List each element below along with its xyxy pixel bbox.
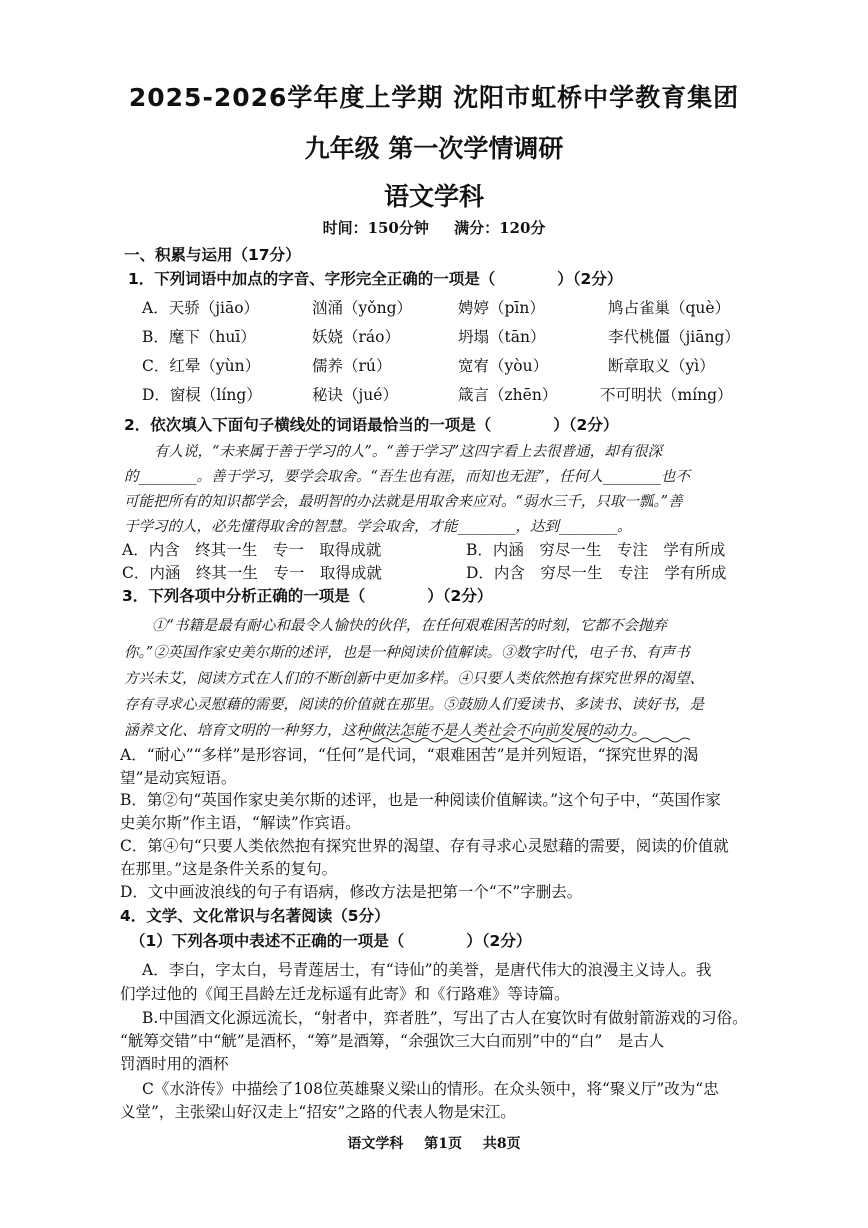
q3-para-line: 涵养文化、培育文明的一种努力，这种做法怎能不是人类社会不向前发展的动力。 [124,723,646,739]
q4-option-line: B.中国酒文化源远流长，“射者中，弈者胜”，写出了古人在宴饮时有做射箭游戏的习俗。 [142,1009,748,1027]
q1-c-2: 儒养（rú） [312,357,392,375]
q1-a-3: 娉婷（pīn） [458,299,545,317]
exam-title: 2025-2026学年度上学期 沈阳市虹桥中学教育集团 [128,83,740,112]
q2-para-line: 于学习的人，必先懂得取舍的智慧。学会取舍，才能________，达到________。 [124,519,632,535]
q4-option-line: 罚酒时用的酒杯 [120,1055,229,1073]
footer-total-pages: 共8页 [482,1136,521,1152]
exam-subtitle: 九年级 第一次学情调研 [304,134,564,163]
q3-option-line: 史美尔斯”作主语，“解读”作宾语。 [120,814,361,832]
q3-option-line: C．第④句“只要人类依然抱有探究世界的渴望、存有寻求心灵慰藉的需要，阅读的价值就 [120,837,729,855]
page-footer [0,1133,868,1153]
exam-score: 满分：120分 [454,219,546,237]
q4-option-line: C《水浒传》中描绘了108位英雄聚义梁山的情形。在众头领中，将“聚义厅”改为“忠 [142,1080,719,1098]
q4-stem: 4．文学、文化常识与名著阅读（5分） [120,907,390,925]
q2-option-a: A．内含 终其一生 专一 取得成就 [122,541,382,559]
q2-option-d: D．内含 穷尽一生 专注 学有所成 [466,564,727,582]
q2-option-c: C．内涵 终其一生 专一 取得成就 [122,564,382,582]
q2-stem: 2．依次填入下面句子横线处的词语最恰当的一项是（ ）（2分） [124,416,619,434]
q1-a-1: A．天骄（jiāo） [142,299,260,317]
q1-c-1: C．红晕（yùn） [142,357,261,375]
q1-d-2: 秘诀（jué） [312,386,398,404]
q3-para-line: ①“书籍是最有耐心和最令人愉快的伙伴，在任何艰难困苦的时刻，它都不会抛弃 [152,618,667,634]
q1-b-3: 坍塌（tān） [458,328,546,346]
q2-para-line: 可能把所有的知识都学会，最明智的办法就是用取舍来应对。“弱水三千，只取一瓢。”善 [124,494,683,510]
q4-option-line: 义堂”，主张梁山好汉走上“招安”之路的代表人物是宋江。 [120,1103,516,1121]
q3-option-line: D．文中画波浪线的句子有语病，修改方法是把第一个“不”字删去。 [120,883,583,901]
q1-stem: 1．下列词语中加点的字音、字形完全正确的一项是（ ）（2分） [128,270,623,288]
footer-page-number: 第1页 [424,1136,462,1152]
q3-para-line: 存有寻求心灵慰藉的需要，阅读的价值就在那里。⑤鼓励人们爱读书、多读书、读好书，是 [124,697,704,713]
exam-time: 时间：150分钟 [322,219,429,237]
q1-d-4: 不可明状（míng） [600,386,733,404]
section-heading: 一、积累与运用（17分） [124,246,301,264]
q1-d-3: 箴言（zhēn） [458,386,558,404]
q2-para-line: 的________。善于学习，要学会取舍。“吾生也有涯，而知也无涯”，任何人________也不 [124,469,690,485]
q3-para-line: 方兴未艾，阅读方式在人们的不断创新中更加多样。④只要人类依然抱有探究世界的渴望、 [124,671,704,687]
q4-option-line: A．李白，字太白，号青莲居士，有“诗仙”的美誉，是唐代伟大的浪漫主义诗人。我 [142,961,712,979]
q1-c-3: 宽宥（yòu） [458,357,549,375]
q3-option-line: 望”是动宾短语。 [120,769,237,787]
q2-option-b: B．内涵 穷尽一生 专注 学有所成 [466,541,726,559]
q1-b-4: 李代桃僵（jiāng） [608,328,740,346]
q1-b-1: B．麾下（huī） [142,328,256,346]
q1-b-2: 妖娆（ráo） [312,328,400,346]
q1-d-1: D．窗棂（líng） [142,386,262,404]
q2-para-line: 有人说，“未来属于善于学习的人”。“善于学习”这四字看上去很普通，却有很深 [154,444,663,460]
subject-title: 语文学科 [383,182,484,211]
q1-a-4: 鸠占雀巢（què） [608,299,731,317]
q3-para-line: 你。”②英国作家史美尔斯的述评，也是一种阅读价值解读。③数字时代，电子书、有声书 [124,645,690,661]
q1-a-2: 汹涌（yǒng） [312,299,412,317]
q4-sub1-stem: （1）下列各项中表述不正确的一项是（ ）（2分） [130,932,532,950]
q3-stem: 3．下列各项中分析正确的一项是（ ）（2分） [122,587,493,605]
q3-option-line: 在那里。”这是条件关系的复句。 [120,860,338,878]
q1-c-4: 断章取义（yì） [608,357,715,375]
q4-option-line: “觥筹交错”中“觥”是酒杯，“筹”是酒筹，“余强饮三大白而别”中的“白” 是古人 [120,1032,665,1050]
exam-meta [0,217,868,238]
q4-option-line: 们学过他的《闻王昌龄左迁龙标遥有此寄》和《行路难》等诗篇。 [120,985,570,1003]
footer-subject: 语文学科 [347,1136,404,1152]
q3-option-line: B．第②句“英国作家史美尔斯的述评，也是一种阅读价值解读。”这个句子中，“英国作家 [120,791,721,809]
q3-option-line: A．“耐心”“多样”是形容词，“任何”是代词，“艰难困苦”是并列短语，“探究世界的渴 [120,746,699,764]
